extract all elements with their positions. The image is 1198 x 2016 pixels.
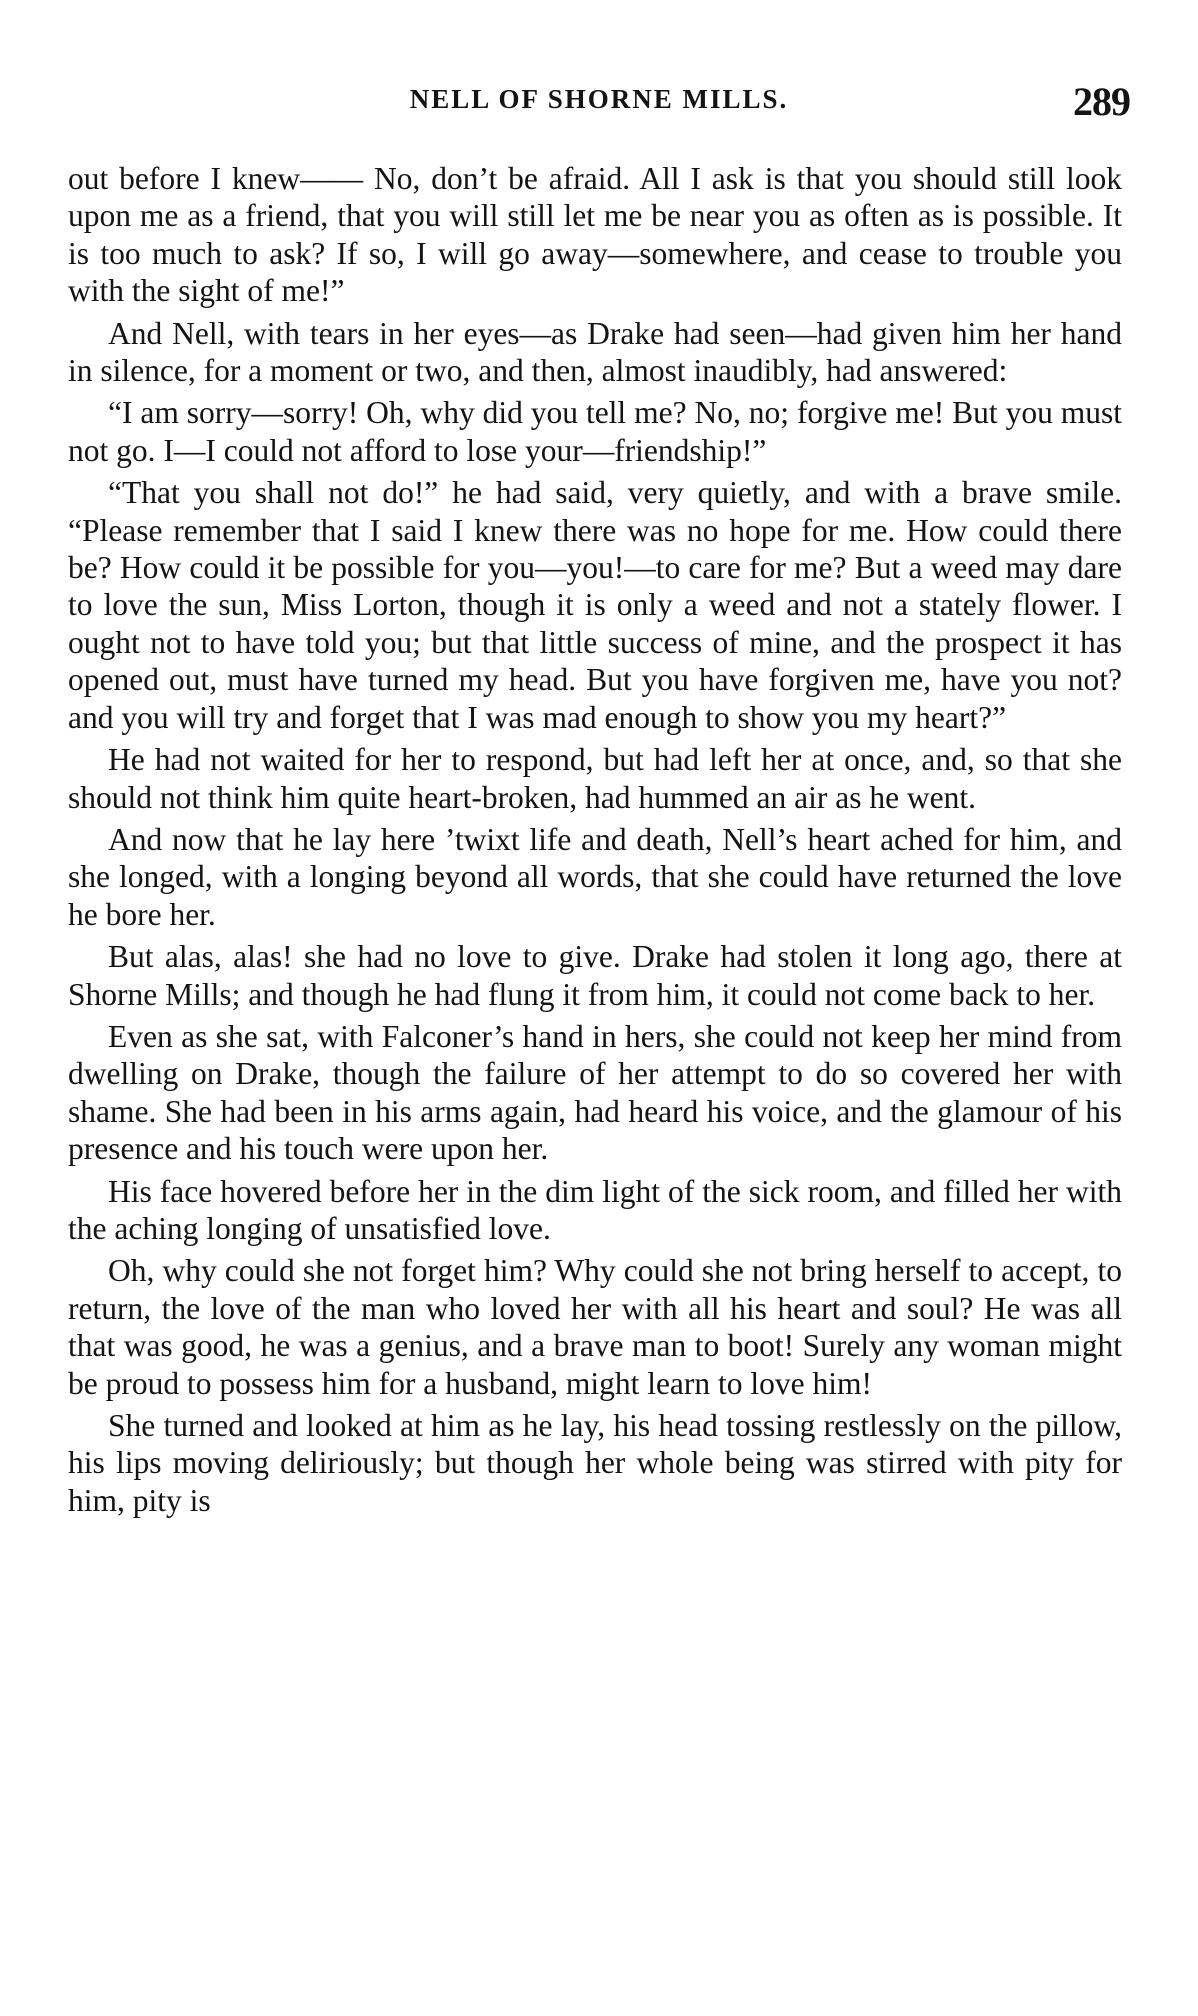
- paragraph-1: out before I knew—— No, don’t be afraid. All I ask is that you should still look upon me as a friend, that you will still let me be near you as often as is possible. It is too much to ask? If so, I will go away—somewhere, and cease to trouble you with the sight of me!”: [68, 161, 1122, 309]
- paragraph-7: But alas, alas! she had no love to give. Drake had stolen it long ago, there at Shorne Mills; and though he had flung it from him, it could not come back to her.: [68, 939, 1122, 1012]
- paragraph-4: “That you shall not do!” he had said, very quietly, and with a brave smile. “Please remember that I said I knew there was no hope for me. How could there be? How could it be possible for you—you!—to care for me? But a weed may dare to love the sun, Miss Lorton, though it is only a weed and not a stately flower. I ought not to have told you; but that little success of mine, and the prospect it has opened out, must have turned my head. But you have forgiven me, have you not? and you will try and forget that I was mad enough to show you my heart?”: [68, 475, 1122, 735]
- paragraph-10: Oh, why could she not forget him? Why could she not bring herself to accept, to return, the love of the man who loved her with all his heart and soul? He was all that was good, he was a genius, and a brave man to boot! Surely any woman might be proud to possess him for a husband, might learn to love him!: [68, 1253, 1122, 1401]
- body-text: [68, 160, 1122, 1524]
- page-number: 289: [1073, 79, 1130, 124]
- running-title: NELL OF SHORNE MILLS.: [409, 84, 789, 114]
- paragraph-6: And now that he lay here ’twixt life and death, Nell’s heart ached for him, and she longed, with a longing beyond all words, that she could have returned the love he bore her.: [68, 821, 1122, 932]
- paragraph-8: Even as she sat, with Falconer’s hand in hers, she could not keep her mind from dwelling on Drake, though the failure of her attempt to do so covered her with shame. She had been in his arms again, had heard his voice, and the glamour of his presence and his touch were upon her.: [68, 1018, 1122, 1167]
- paragraph-11: She turned and looked at him as he lay, his head tossing restlessly on the pillow, his lips moving deliriously; but though her whole being was stirred with pity for him, pity is: [68, 1408, 1122, 1518]
- running-head: [68, 78, 1130, 128]
- paragraph-3: “I am sorry—sorry! Oh, why did you tell me? No, no; forgive me! But you must not go. I—I could not afford to lose your—friendship!”: [68, 395, 1122, 468]
- paragraph-9: His face hovered before her in the dim light of the sick room, and filled her with the aching longing of unsatisfied love.: [68, 1173, 1122, 1246]
- paragraph-5: He had not waited for her to respond, but had left her at once, and, so that she should not think him quite heart-broken, had hummed an air as he went.: [68, 742, 1122, 815]
- paragraph-2: And Nell, with tears in her eyes—as Drake had seen—had given him her hand in silence, for a moment or two, and then, almost inaudibly, had answered:: [68, 315, 1122, 389]
